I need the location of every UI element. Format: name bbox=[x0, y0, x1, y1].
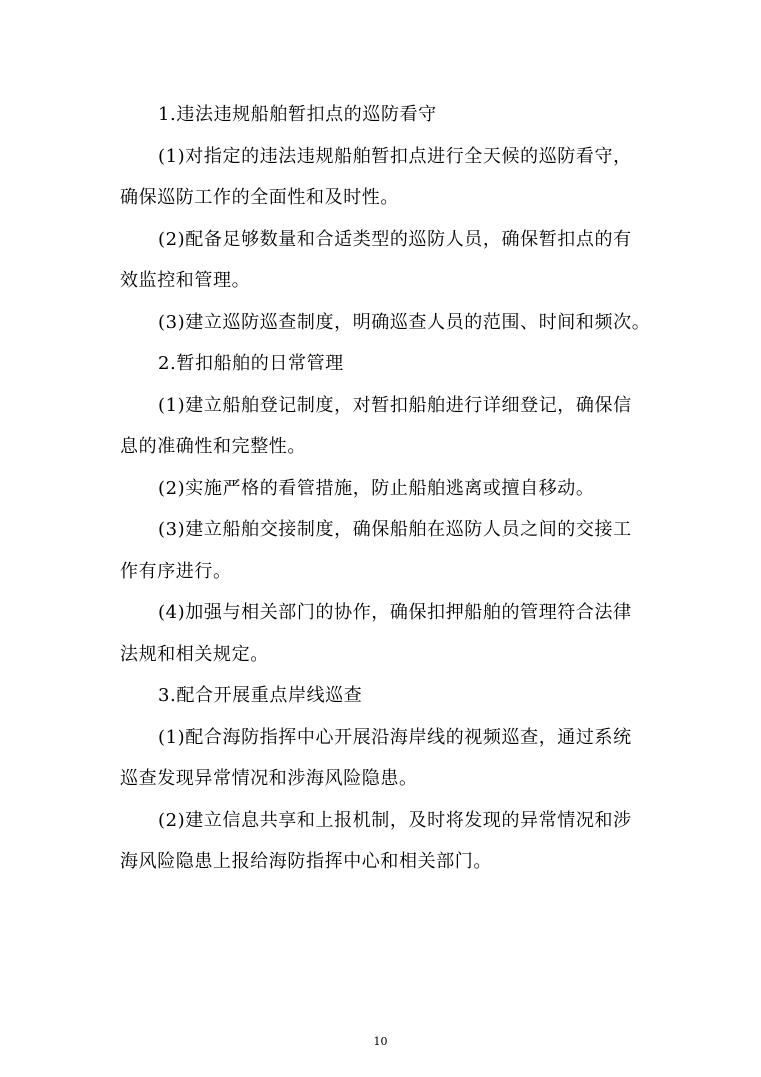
paragraph-line: (3)建立巡防巡查制度，明确巡查人员的范围、时间和频次。 bbox=[158, 311, 651, 333]
paragraph-line: 息的准确性和完整性。 bbox=[120, 436, 306, 457]
paragraph-line: (2)配备足够数量和合适类型的巡防人员，确保暂扣点的有 bbox=[158, 228, 632, 250]
paragraph-line: (1)配合海防指挥中心开展沿海岸线的视频巡查，通过系统 bbox=[158, 726, 632, 748]
paragraph-line: (2)实施严格的看管措施，防止船舶逃离或擅自移动。 bbox=[158, 477, 595, 499]
paragraph-line: 海风险隐患上报给海防指挥中心和相关部门。 bbox=[120, 851, 492, 872]
paragraph-line: 作有序进行。 bbox=[120, 560, 232, 582]
paragraph-line: 效监控和管理。 bbox=[120, 270, 251, 291]
section-heading-1: 1.违法违规船舶暂扣点的巡防看守 bbox=[158, 104, 437, 125]
paragraph-line: (2)建立信息共享和上报机制，及时将发现的异常情况和涉 bbox=[158, 809, 632, 831]
section-heading-3: 3.配合开展重点岸线巡查 bbox=[158, 685, 363, 706]
page-number: 10 bbox=[373, 1035, 388, 1048]
paragraph-line: 确保巡防工作的全面性和及时性。 bbox=[120, 187, 399, 208]
paragraph-line: (4)加强与相关部门的协作，确保扣押船舶的管理符合法律 bbox=[158, 602, 632, 623]
paragraph-line: 法规和相关规定。 bbox=[120, 643, 269, 665]
paragraph-line: (1)建立船舶登记制度，对暂扣船舶进行详细登记，确保信 bbox=[158, 394, 632, 416]
paragraph-line: (1)对指定的违法违规船舶暂扣点进行全天候的巡防看守， bbox=[158, 145, 632, 167]
section-heading-2: 2.暂扣船舶的日常管理 bbox=[158, 353, 344, 374]
document-body bbox=[120, 94, 651, 883]
paragraph-line: (3)建立船舶交接制度，确保船舶在巡防人员之间的交接工 bbox=[158, 519, 632, 540]
paragraph-line: 巡查发现异常情况和涉海风险隐患。 bbox=[120, 768, 418, 789]
